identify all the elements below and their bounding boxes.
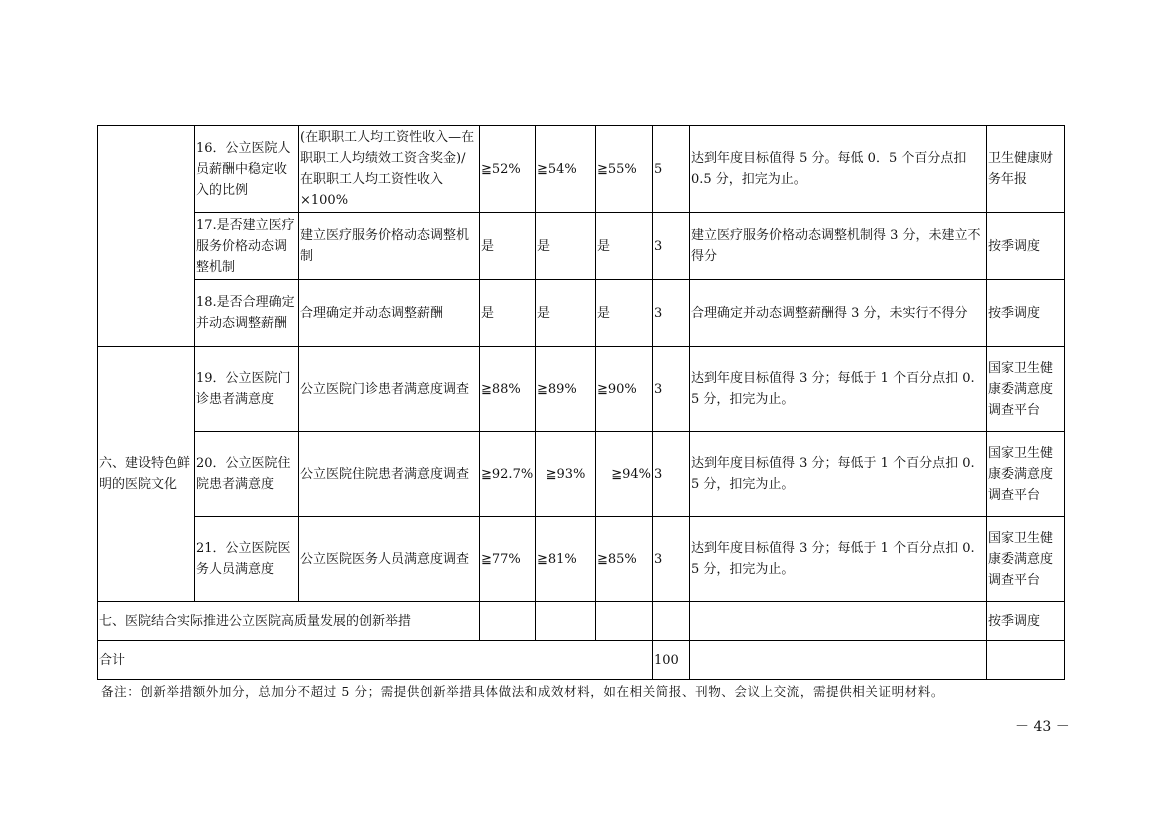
target-value: ≧90% [596,347,653,432]
table-row [98,347,1065,432]
score-value: 3 [653,517,690,602]
target-value: 是 [596,213,653,280]
table-row [98,280,1065,347]
target-value: 是 [480,213,536,280]
data-source: 国家卫生健康委满意度调查平台 [987,347,1065,432]
total-row [98,641,1065,680]
data-source: 按季调度 [987,213,1065,280]
scoring-rule: 达到年度目标值得 5 分。每低 0．5 个百分点扣 0.5 分，扣完为止。 [690,126,987,213]
category-seven: 七、医院结合实际推进公立医院高质量发展的创新举措 [98,602,480,641]
indicator-definition: 公立医院门诊患者满意度调查 [299,347,480,432]
indicator-definition: 合理确定并动态调整薪酬 [299,280,480,347]
indicator-table [97,125,1065,680]
page-number: － 43 － [1015,719,1070,735]
scoring-rule: 达到年度目标值得 3 分；每低于 1 个百分点扣 0. 5 分，扣完为止。 [690,432,987,517]
data-source: 按季调度 [987,280,1065,347]
score-value: 3 [653,213,690,280]
indicator-name: 19．公立医院门诊患者满意度 [195,347,299,432]
target-value: ≧92.7% [480,432,536,517]
data-source: 按季调度 [987,602,1065,641]
scoring-rule: 建立医疗服务价格动态调整机制得 3 分，未建立不得分 [690,213,987,280]
target-value: 是 [536,213,596,280]
indicator-definition: 公立医院医务人员满意度调查 [299,517,480,602]
data-source: 国家卫生健康委满意度调查平台 [987,517,1065,602]
target-value: 是 [480,280,536,347]
total-score: 100 [653,641,690,680]
score-value: 5 [653,126,690,213]
table-row [98,432,1065,517]
target-value: ≧88% [480,347,536,432]
data-source: 卫生健康财务年报 [987,126,1065,213]
empty-cell [480,602,536,641]
score-value: 3 [653,280,690,347]
target-value: ≧85% [596,517,653,602]
score-value: 3 [653,432,690,517]
scoring-rule: 达到年度目标值得 3 分；每低于 1 个百分点扣 0. 5 分，扣完为止。 [690,517,987,602]
scoring-rule: 达到年度目标值得 3 分；每低于 1 个百分点扣 0. 5 分，扣完为止。 [690,347,987,432]
target-value: ≧55% [596,126,653,213]
score-value: 3 [653,347,690,432]
target-value: ≧94% [596,432,653,517]
target-value: ≧77% [480,517,536,602]
empty-cell [596,602,653,641]
category-cell-empty [98,126,195,347]
empty-cell [653,602,690,641]
target-value: ≧52% [480,126,536,213]
indicator-name: 20．公立医院住院患者满意度 [195,432,299,517]
table-row [98,126,1065,213]
total-label: 合计 [98,641,653,680]
footnote: 备注：创新举措额外加分，总加分不超过 5 分；需提供创新举措具体做法和成效材料，如在相关简报、刊物、会议上交流，需提供相关证明材料。 [101,684,945,699]
empty-cell [690,641,987,680]
indicator-name: 18.是否合理确定并动态调整薪酬 [195,280,299,347]
indicator-definition: (在职职工人均工资性收入—在职职工人均绩效工资含奖金)/在职职工人均工资性收入×100% [299,126,480,213]
category-six: 六、建设特色鲜明的医院文化 [98,347,195,602]
empty-cell [987,641,1065,680]
target-value: 是 [536,280,596,347]
empty-cell [690,602,987,641]
scoring-rule: 合理确定并动态调整薪酬得 3 分，未实行不得分 [690,280,987,347]
indicator-definition: 建立医疗服务价格动态调整机制 [299,213,480,280]
target-value: ≧93% [536,432,596,517]
indicator-definition: 公立医院住院患者满意度调查 [299,432,480,517]
table-row [98,517,1065,602]
target-value: ≧81% [536,517,596,602]
table-row [98,213,1065,280]
indicator-name: 21．公立医院医务人员满意度 [195,517,299,602]
target-value: 是 [596,280,653,347]
indicator-name: 16．公立医院人员薪酬中稳定收入的比例 [195,126,299,213]
table-row [98,602,1065,641]
indicator-name: 17.是否建立医疗服务价格动态调整机制 [195,213,299,280]
empty-cell [536,602,596,641]
target-value: ≧54% [536,126,596,213]
data-source: 国家卫生健康委满意度调查平台 [987,432,1065,517]
target-value: ≧89% [536,347,596,432]
